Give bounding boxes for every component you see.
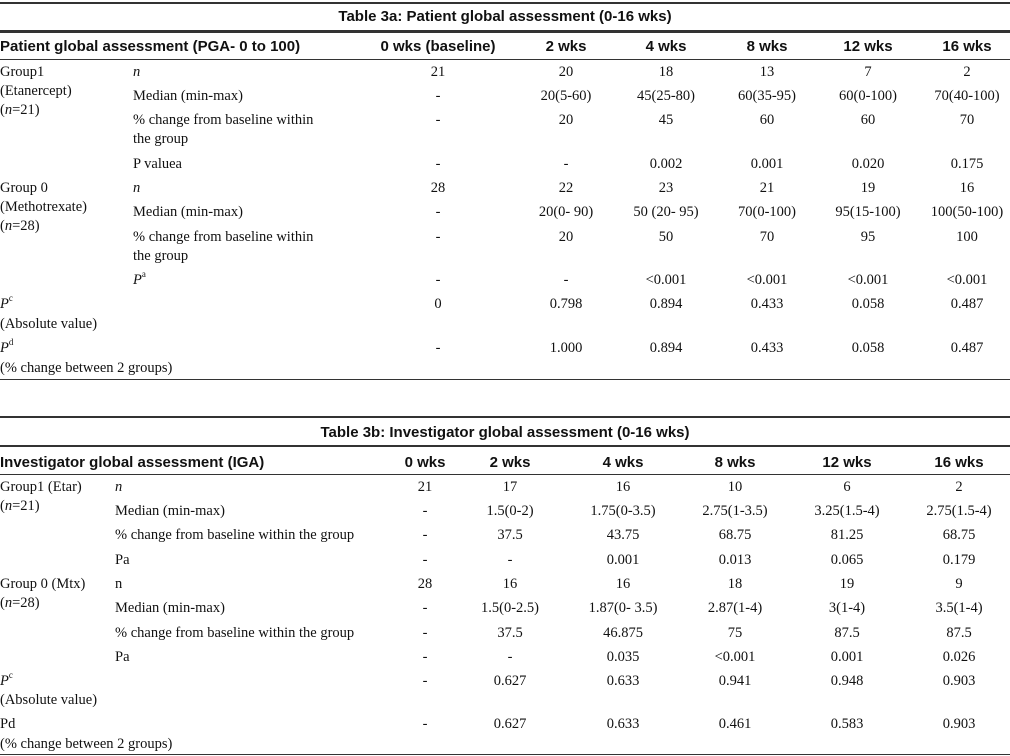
cell: 1.000 bbox=[549, 340, 583, 356]
cell: 0.487 bbox=[950, 340, 984, 356]
cell: 43.75 bbox=[606, 527, 640, 543]
table-b-group0-count: (n=28) bbox=[0, 595, 40, 611]
row-label-pct: % change from baseline within the group bbox=[115, 527, 355, 543]
cell: 20(5-60) bbox=[540, 88, 592, 104]
cell: <0.001 bbox=[645, 272, 687, 288]
cell: 18 bbox=[658, 64, 674, 80]
cell: <0.001 bbox=[946, 272, 988, 288]
cell: 16 bbox=[502, 576, 518, 592]
cell: 2 bbox=[955, 479, 963, 495]
pd-label: $P^d$ bbox=[0, 337, 14, 356]
cell: 0.461 bbox=[718, 716, 752, 732]
cell: 0.058 bbox=[851, 296, 885, 312]
cell: 0.001 bbox=[830, 649, 864, 665]
table-a-bottom-rule bbox=[0, 379, 1010, 380]
cell: - bbox=[422, 649, 428, 665]
table-a-header-col5: 16 wks bbox=[942, 38, 992, 55]
cell: 1.5(0-2.5) bbox=[481, 600, 539, 616]
table-b-header-col5: 16 wks bbox=[934, 454, 984, 471]
cell: - bbox=[422, 503, 428, 519]
cell: 45(25-80) bbox=[637, 88, 695, 104]
cell: 0.583 bbox=[830, 716, 864, 732]
table-a-group1-drug: (Etanercept) bbox=[0, 83, 72, 99]
table-a-header-col2: 4 wks bbox=[645, 38, 687, 55]
cell: 2.75(1-3.5) bbox=[702, 503, 768, 519]
cell: 0.001 bbox=[606, 552, 640, 568]
cell: 21 bbox=[417, 479, 433, 495]
table-a-group0-name: Group 0 bbox=[0, 180, 48, 196]
cell: 16 bbox=[615, 479, 631, 495]
pd-label: Pd bbox=[0, 716, 16, 732]
row-label-pa: Pa bbox=[115, 649, 130, 665]
cell: 1.75(0-3.5) bbox=[590, 503, 656, 519]
table-b-top-rule bbox=[0, 416, 1010, 418]
row-label-pct: % change from baseline within bbox=[133, 229, 314, 245]
cell: 13 bbox=[759, 64, 775, 80]
row-label-p: $P^a$ bbox=[133, 269, 146, 288]
cell: 3(1-4) bbox=[828, 600, 866, 616]
cell: 0.633 bbox=[606, 673, 640, 689]
row-label-median: Median (min-max) bbox=[133, 88, 243, 104]
cell: 50 bbox=[658, 229, 674, 245]
cell: - bbox=[507, 649, 513, 665]
row-label-median: Median (min-max) bbox=[133, 204, 243, 220]
pc-sublabel: (Absolute value) bbox=[0, 692, 98, 708]
table-a-header-col1: 2 wks bbox=[545, 38, 587, 55]
cell: 1.87(0- 3.5) bbox=[588, 600, 658, 616]
cell: 87.5 bbox=[946, 625, 972, 641]
row-label-pct-cont: the group bbox=[133, 248, 189, 264]
cell: 20 bbox=[558, 112, 574, 128]
table-a-header-col3: 8 wks bbox=[746, 38, 788, 55]
table-a-group1-count: (n=21) bbox=[0, 102, 40, 118]
table-b-group0-name: Group 0 (Mtx) bbox=[0, 576, 86, 592]
cell: 0.179 bbox=[942, 552, 976, 568]
cell: 21 bbox=[759, 180, 775, 196]
cell: - bbox=[422, 552, 428, 568]
cell: - bbox=[435, 340, 441, 356]
cell: - bbox=[422, 716, 428, 732]
table-b-header-col3: 8 wks bbox=[714, 454, 756, 471]
cell: 16 bbox=[959, 180, 975, 196]
row-label-pct-cont: the group bbox=[133, 131, 189, 147]
cell: 60 bbox=[860, 112, 876, 128]
table-b-header-label: Investigator global assessment (IGA) bbox=[0, 454, 265, 471]
cell: 0.948 bbox=[830, 673, 864, 689]
cell: 0.627 bbox=[493, 673, 527, 689]
table-b-header-col1: 2 wks bbox=[489, 454, 531, 471]
cell: 7 bbox=[864, 64, 872, 80]
cell: 0.020 bbox=[851, 156, 885, 172]
cell: 3.25(1.5-4) bbox=[814, 503, 880, 519]
cell: 50 (20- 95) bbox=[633, 204, 699, 220]
table-b-group1-count: (n=21) bbox=[0, 498, 40, 514]
pd-sublabel: (% change between 2 groups) bbox=[0, 360, 173, 376]
cell: 100(50-100) bbox=[930, 204, 1004, 220]
cell: 70 bbox=[959, 112, 975, 128]
cell: 60 bbox=[759, 112, 775, 128]
cell: - bbox=[422, 673, 428, 689]
cell: 70(40-100) bbox=[934, 88, 1000, 104]
cell: 2.87(1-4) bbox=[707, 600, 763, 616]
table-b-header-rule bbox=[0, 474, 1010, 475]
cell: 0.633 bbox=[606, 716, 640, 732]
cell: 68.75 bbox=[942, 527, 976, 543]
cell: 0.002 bbox=[649, 156, 683, 172]
cell: 9 bbox=[955, 576, 963, 592]
row-label-pct: % change from baseline within bbox=[133, 112, 314, 128]
cell: 3.5(1-4) bbox=[935, 600, 983, 616]
table-a-header-col4: 12 wks bbox=[843, 38, 893, 55]
cell: <0.001 bbox=[746, 272, 788, 288]
cell: 60(0-100) bbox=[839, 88, 897, 104]
cell: 10 bbox=[727, 479, 743, 495]
cell: 60(35-95) bbox=[738, 88, 796, 104]
cell: - bbox=[422, 625, 428, 641]
cell: 28 bbox=[430, 180, 446, 196]
row-label-pvalue: P valuea bbox=[133, 156, 182, 172]
table-a-top-rule bbox=[0, 2, 1010, 4]
table-a-header-label: Patient global assessment (PGA- 0 to 100) bbox=[0, 38, 301, 55]
cell: 2 bbox=[963, 64, 971, 80]
cell: 0.026 bbox=[942, 649, 976, 665]
cell: - bbox=[422, 600, 428, 616]
cell: 81.25 bbox=[830, 527, 864, 543]
cell: 1.5(0-2) bbox=[486, 503, 534, 519]
cell: 28 bbox=[417, 576, 433, 592]
row-label-n: n bbox=[133, 180, 141, 196]
cell: 70 bbox=[759, 229, 775, 245]
table-a-group0-count: (n=28) bbox=[0, 218, 40, 234]
cell: - bbox=[435, 112, 441, 128]
cell: 23 bbox=[658, 180, 674, 196]
cell: 6 bbox=[843, 479, 851, 495]
cell: 20 bbox=[558, 229, 574, 245]
cell: 0.941 bbox=[718, 673, 752, 689]
cell: 70(0-100) bbox=[738, 204, 796, 220]
cell: 0.035 bbox=[606, 649, 640, 665]
cell: - bbox=[435, 88, 441, 104]
cell: 0.001 bbox=[750, 156, 784, 172]
cell: - bbox=[563, 156, 569, 172]
cell: 37.5 bbox=[497, 625, 523, 641]
cell: 0.487 bbox=[950, 296, 984, 312]
cell: 18 bbox=[727, 576, 743, 592]
table-a-title: Table 3a: Patient global assessment (0-16 wks) bbox=[338, 8, 672, 25]
table-a-header-rule bbox=[0, 59, 1010, 60]
cell: - bbox=[435, 204, 441, 220]
cell: 0.058 bbox=[851, 340, 885, 356]
cell: 0.013 bbox=[718, 552, 752, 568]
table-a-header-col0: 0 wks (baseline) bbox=[380, 38, 496, 55]
pd-sublabel: (% change between 2 groups) bbox=[0, 736, 173, 752]
cell: 37.5 bbox=[497, 527, 523, 543]
cell: 0.894 bbox=[649, 296, 683, 312]
cell: 0.433 bbox=[750, 296, 784, 312]
table-b-title-rule bbox=[0, 445, 1010, 447]
row-label-pct: % change from baseline within the group bbox=[115, 625, 355, 641]
cell: <0.001 bbox=[847, 272, 889, 288]
cell: 95(15-100) bbox=[835, 204, 901, 220]
table-b-bottom-rule bbox=[0, 754, 1010, 755]
cell: 0.798 bbox=[549, 296, 583, 312]
cell: - bbox=[563, 272, 569, 288]
table-b-title: Table 3b: Investigator global assessment (0-16 wks) bbox=[320, 424, 690, 441]
cell: 19 bbox=[860, 180, 876, 196]
cell: - bbox=[435, 156, 441, 172]
cell: 100 bbox=[956, 229, 978, 245]
cell: 21 bbox=[430, 64, 446, 80]
cell: 20 bbox=[558, 64, 574, 80]
row-label-n: n bbox=[115, 576, 123, 592]
cell: 0.894 bbox=[649, 340, 683, 356]
row-label-n: n bbox=[115, 479, 123, 495]
cell: - bbox=[435, 272, 441, 288]
cell: 20(0- 90) bbox=[538, 204, 594, 220]
cell: 2.75(1.5-4) bbox=[926, 503, 992, 519]
table-a-group0-drug: (Methotrexate) bbox=[0, 199, 87, 215]
table-b-group1-name: Group1 (Etar) bbox=[0, 479, 82, 495]
cell: 0.433 bbox=[750, 340, 784, 356]
table-a-group1-name: Group1 bbox=[0, 64, 45, 80]
cell: 95 bbox=[860, 229, 876, 245]
cell: 45 bbox=[658, 112, 674, 128]
cell: 16 bbox=[615, 576, 631, 592]
pc-sublabel: (Absolute value) bbox=[0, 316, 98, 332]
cell: 0.903 bbox=[942, 673, 976, 689]
pc-label: $P^c$ bbox=[0, 293, 13, 312]
table-b-header-col2: 4 wks bbox=[602, 454, 644, 471]
table-b-header-col0: 0 wks bbox=[404, 454, 446, 471]
cell: 0.175 bbox=[950, 156, 984, 172]
cell: 22 bbox=[558, 180, 574, 196]
cell: 0 bbox=[434, 296, 442, 312]
row-label-pa: Pa bbox=[115, 552, 130, 568]
cell: 46.875 bbox=[603, 625, 643, 641]
table-b-header-col4: 12 wks bbox=[822, 454, 872, 471]
cell: - bbox=[435, 229, 441, 245]
cell: 75 bbox=[727, 625, 743, 641]
row-label-median: Median (min-max) bbox=[115, 503, 225, 519]
cell: - bbox=[422, 527, 428, 543]
pc-label: $P^c$ bbox=[0, 670, 13, 689]
cell: 68.75 bbox=[718, 527, 752, 543]
cell: 0.627 bbox=[493, 716, 527, 732]
row-label-n: n bbox=[133, 64, 141, 80]
cell: 19 bbox=[839, 576, 855, 592]
table-a-title-rule bbox=[0, 30, 1010, 33]
cell: - bbox=[507, 552, 513, 568]
cell: 87.5 bbox=[834, 625, 860, 641]
cell: 0.903 bbox=[942, 716, 976, 732]
cell: 0.065 bbox=[830, 552, 864, 568]
cell: <0.001 bbox=[714, 649, 756, 665]
row-label-median: Median (min-max) bbox=[115, 600, 225, 616]
cell: 17 bbox=[502, 479, 518, 495]
